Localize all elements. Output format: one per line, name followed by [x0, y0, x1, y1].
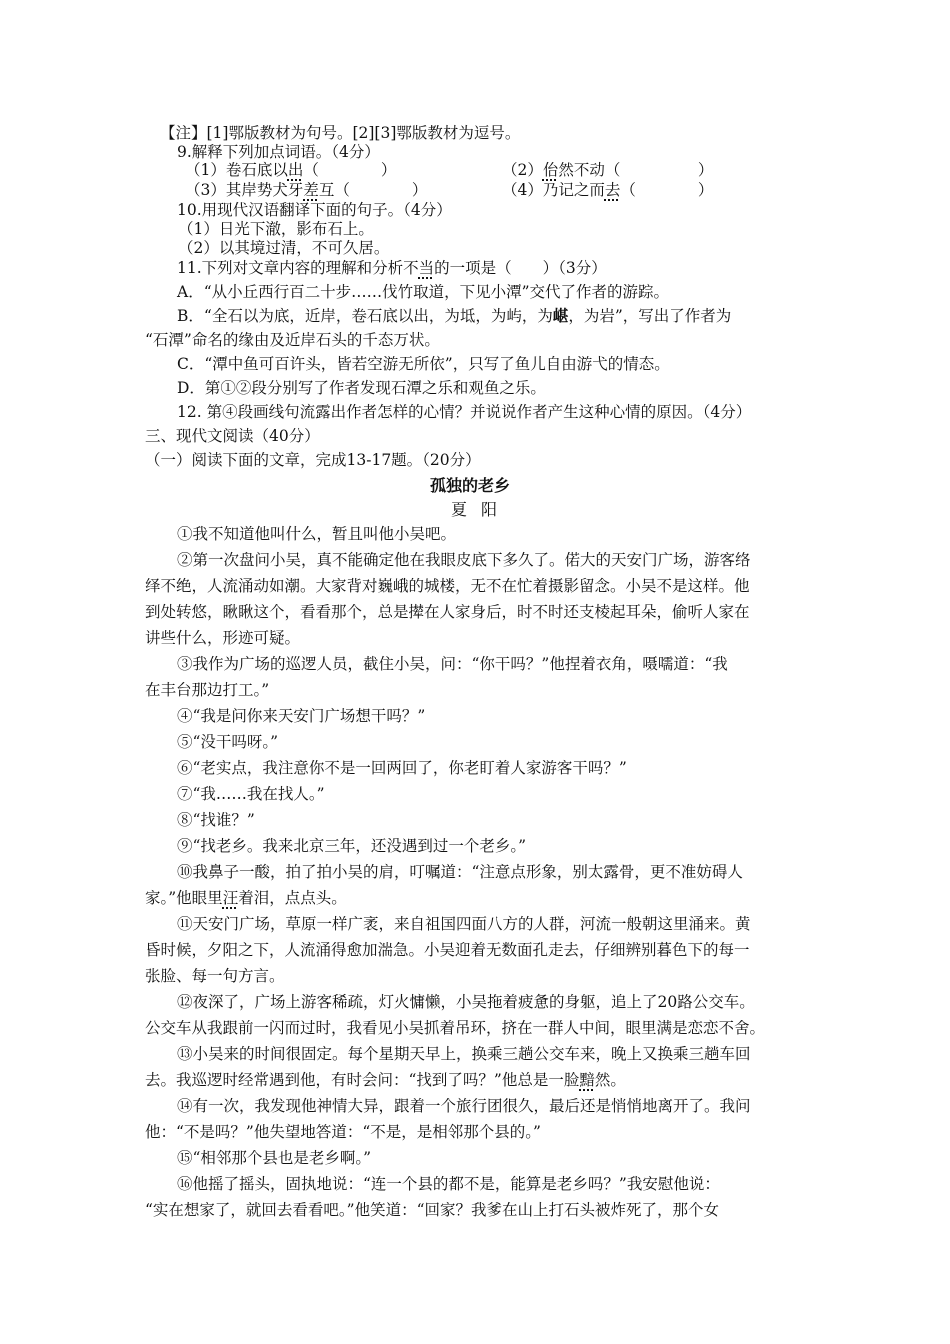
article-author: 夏阳 [451, 500, 512, 519]
q11-option-a: A．“从小丘西行百二十步……伐竹取道，下见小潭”交代了作者的游踪。 [177, 283, 670, 301]
paragraph-16-line1: ⑯他摇了摇头，固执地说：“连一个县的都不是，能算是老乡吗？”我安慰他说： [177, 1175, 720, 1193]
q12-stem: 12. 第④段画线句流露出作者怎样的心情？并说说作者产生这种心情的原因。（4分） [177, 403, 752, 421]
paragraph-12-line2: 公交车从我跟前一闪而过时，我看见小吴抓着吊环，挤在一群人中间，眼里满是恋恋不舍。 [145, 1019, 766, 1037]
paragraph-7: ⑦“我……我在找人。” [177, 785, 325, 803]
paragraph-3-line1: ③我作为广场的巡逻人员，截住小吴，问：“你干吗？”他捏着衣角，嗫嚅道：“我 [177, 655, 728, 673]
paragraph-1: ①我不知道他叫什么，暂且叫他小吴吧。 [177, 525, 457, 543]
part-1-heading: （一）阅读下面的文章，完成13-17题。（20分） [145, 451, 481, 469]
paragraph-2-line4: 讲些什么，形迹可疑。 [145, 629, 301, 647]
paragraph-11-line2: 昏时候，夕阳之下，人流涌得愈加湍急。小吴迎着无数面孔走去，仔细辨别暮色下的每一 [145, 941, 750, 959]
paragraph-6: ⑥“老实点，我注意你不是一回两回了，你老盯着人家游客干吗？” [177, 759, 627, 777]
paragraph-11-line3: 张脸、每一句方言。 [145, 967, 285, 985]
q10-sentence-1: （1）日光下澈，影布石上。 [178, 220, 374, 238]
q10-stem: 10.用现代汉语翻译下面的句子。（4分） [177, 201, 452, 219]
note-line: 【注】[1]鄂版教材为句号。[2][3]鄂版教材为逗号。 [160, 124, 521, 142]
paragraph-16-line2: “实在想家了，就回去看看吧。”他笑道：“回家？我爹在山上打石头被炸死了，那个女 [145, 1201, 720, 1219]
paragraph-2-line2: 绎不绝，人流涌动如潮。大家背对巍峨的城楼，无不在忙着摄影留念。小吴不是这样。他 [145, 577, 750, 595]
paragraph-14-line2: 他：“不是吗？”他失望地答道：“不是，是相邻那个县的。” [145, 1123, 541, 1141]
paragraph-8: ⑧“找谁？” [177, 811, 255, 829]
paragraph-10-line1: ⑩我鼻子一酸，拍了拍小吴的肩，叮嘱道：“注意点形象，别太露骨，更不准妨碍人 [177, 863, 743, 881]
paragraph-2-line3: 到处转悠，瞅瞅这个，看看那个，总是撵在人家身后，时不时还支棱起耳朵，偷听人家在 [145, 603, 750, 621]
q9-item-4: （4）乃记之而去（ ） [502, 181, 714, 199]
q9-item-1: （1）卷石底以出（ ） [185, 161, 397, 179]
section-3-heading: 三、现代文阅读（40分） [145, 427, 320, 445]
q11-option-b-line2: “石潭”命名的缘由及近岸石头的千态万状。 [145, 331, 440, 349]
q11-option-d: D．第①②段分别写了作者发现石潭之乐和观鱼之乐。 [177, 379, 546, 397]
paragraph-9: ⑨“找老乡。我来北京三年，还没遇到过一个老乡。” [177, 837, 527, 855]
paragraph-2-line1: ②第一次盘问小吴，真不能确定他在我眼皮底下多久了。偌大的天安门广场，游客络 [177, 551, 751, 569]
paragraph-5: ⑤“没干吗呀。” [177, 733, 279, 751]
paragraph-14-line1: ⑭有一次，我发现他神情大异，跟着一个旅行团很久，最后还是悄悄地离开了。我问 [177, 1097, 751, 1115]
paragraph-11-line1: ⑪天安门广场，草原一样广袤，来自祖国四面八方的人群，河流一般朝这里涌来。黄 [177, 915, 751, 933]
paragraph-4: ④“我是问你来天安门广场想干吗？” [177, 707, 426, 725]
paragraph-3-line2: 在丰台那边打工。” [145, 681, 270, 699]
q9-item-3: （3）其岸势犬牙差互（ ） [185, 181, 428, 199]
q9-stem: 9.解释下列加点词语。（4分） [177, 143, 380, 161]
article-title: 孤独的老乡 [430, 476, 511, 495]
q9-item-2: （2）佁然不动（ ） [502, 161, 714, 179]
paragraph-10-line2: 家。”他眼里汪着泪，点点头。 [145, 889, 347, 907]
q11-option-c: C．“潭中鱼可百许头，皆若空游无所依”，只写了鱼儿自由游弋的情态。 [177, 355, 670, 373]
paragraph-13-line2: 去。我巡逻时经常遇到他，有时会问：“找到了吗？”他总是一脸黯然。 [145, 1071, 626, 1089]
paragraph-15: ⑮“相邻那个县也是老乡啊。” [177, 1149, 372, 1167]
paragraph-12-line1: ⑫夜深了，广场上游客稀疏，灯火慵懒，小吴拖着疲惫的身躯，追上了20路公交车。 [177, 993, 755, 1011]
q11-stem: 11.下列对文章内容的理解和分析不当的一项是（ ）（3分） [177, 259, 607, 277]
paragraph-13-line1: ⑬小吴来的时间很固定。每个星期天早上，换乘三趟公交车来，晚上又换乘三趟车回 [177, 1045, 751, 1063]
q11-option-b-line1: B．“全石以为底，近岸，卷石底以出，为坻，为屿，为嵁，为岩”，写出了作者为 [177, 306, 732, 325]
q10-sentence-2: （2）以其境过清，不可久居。 [178, 239, 390, 257]
